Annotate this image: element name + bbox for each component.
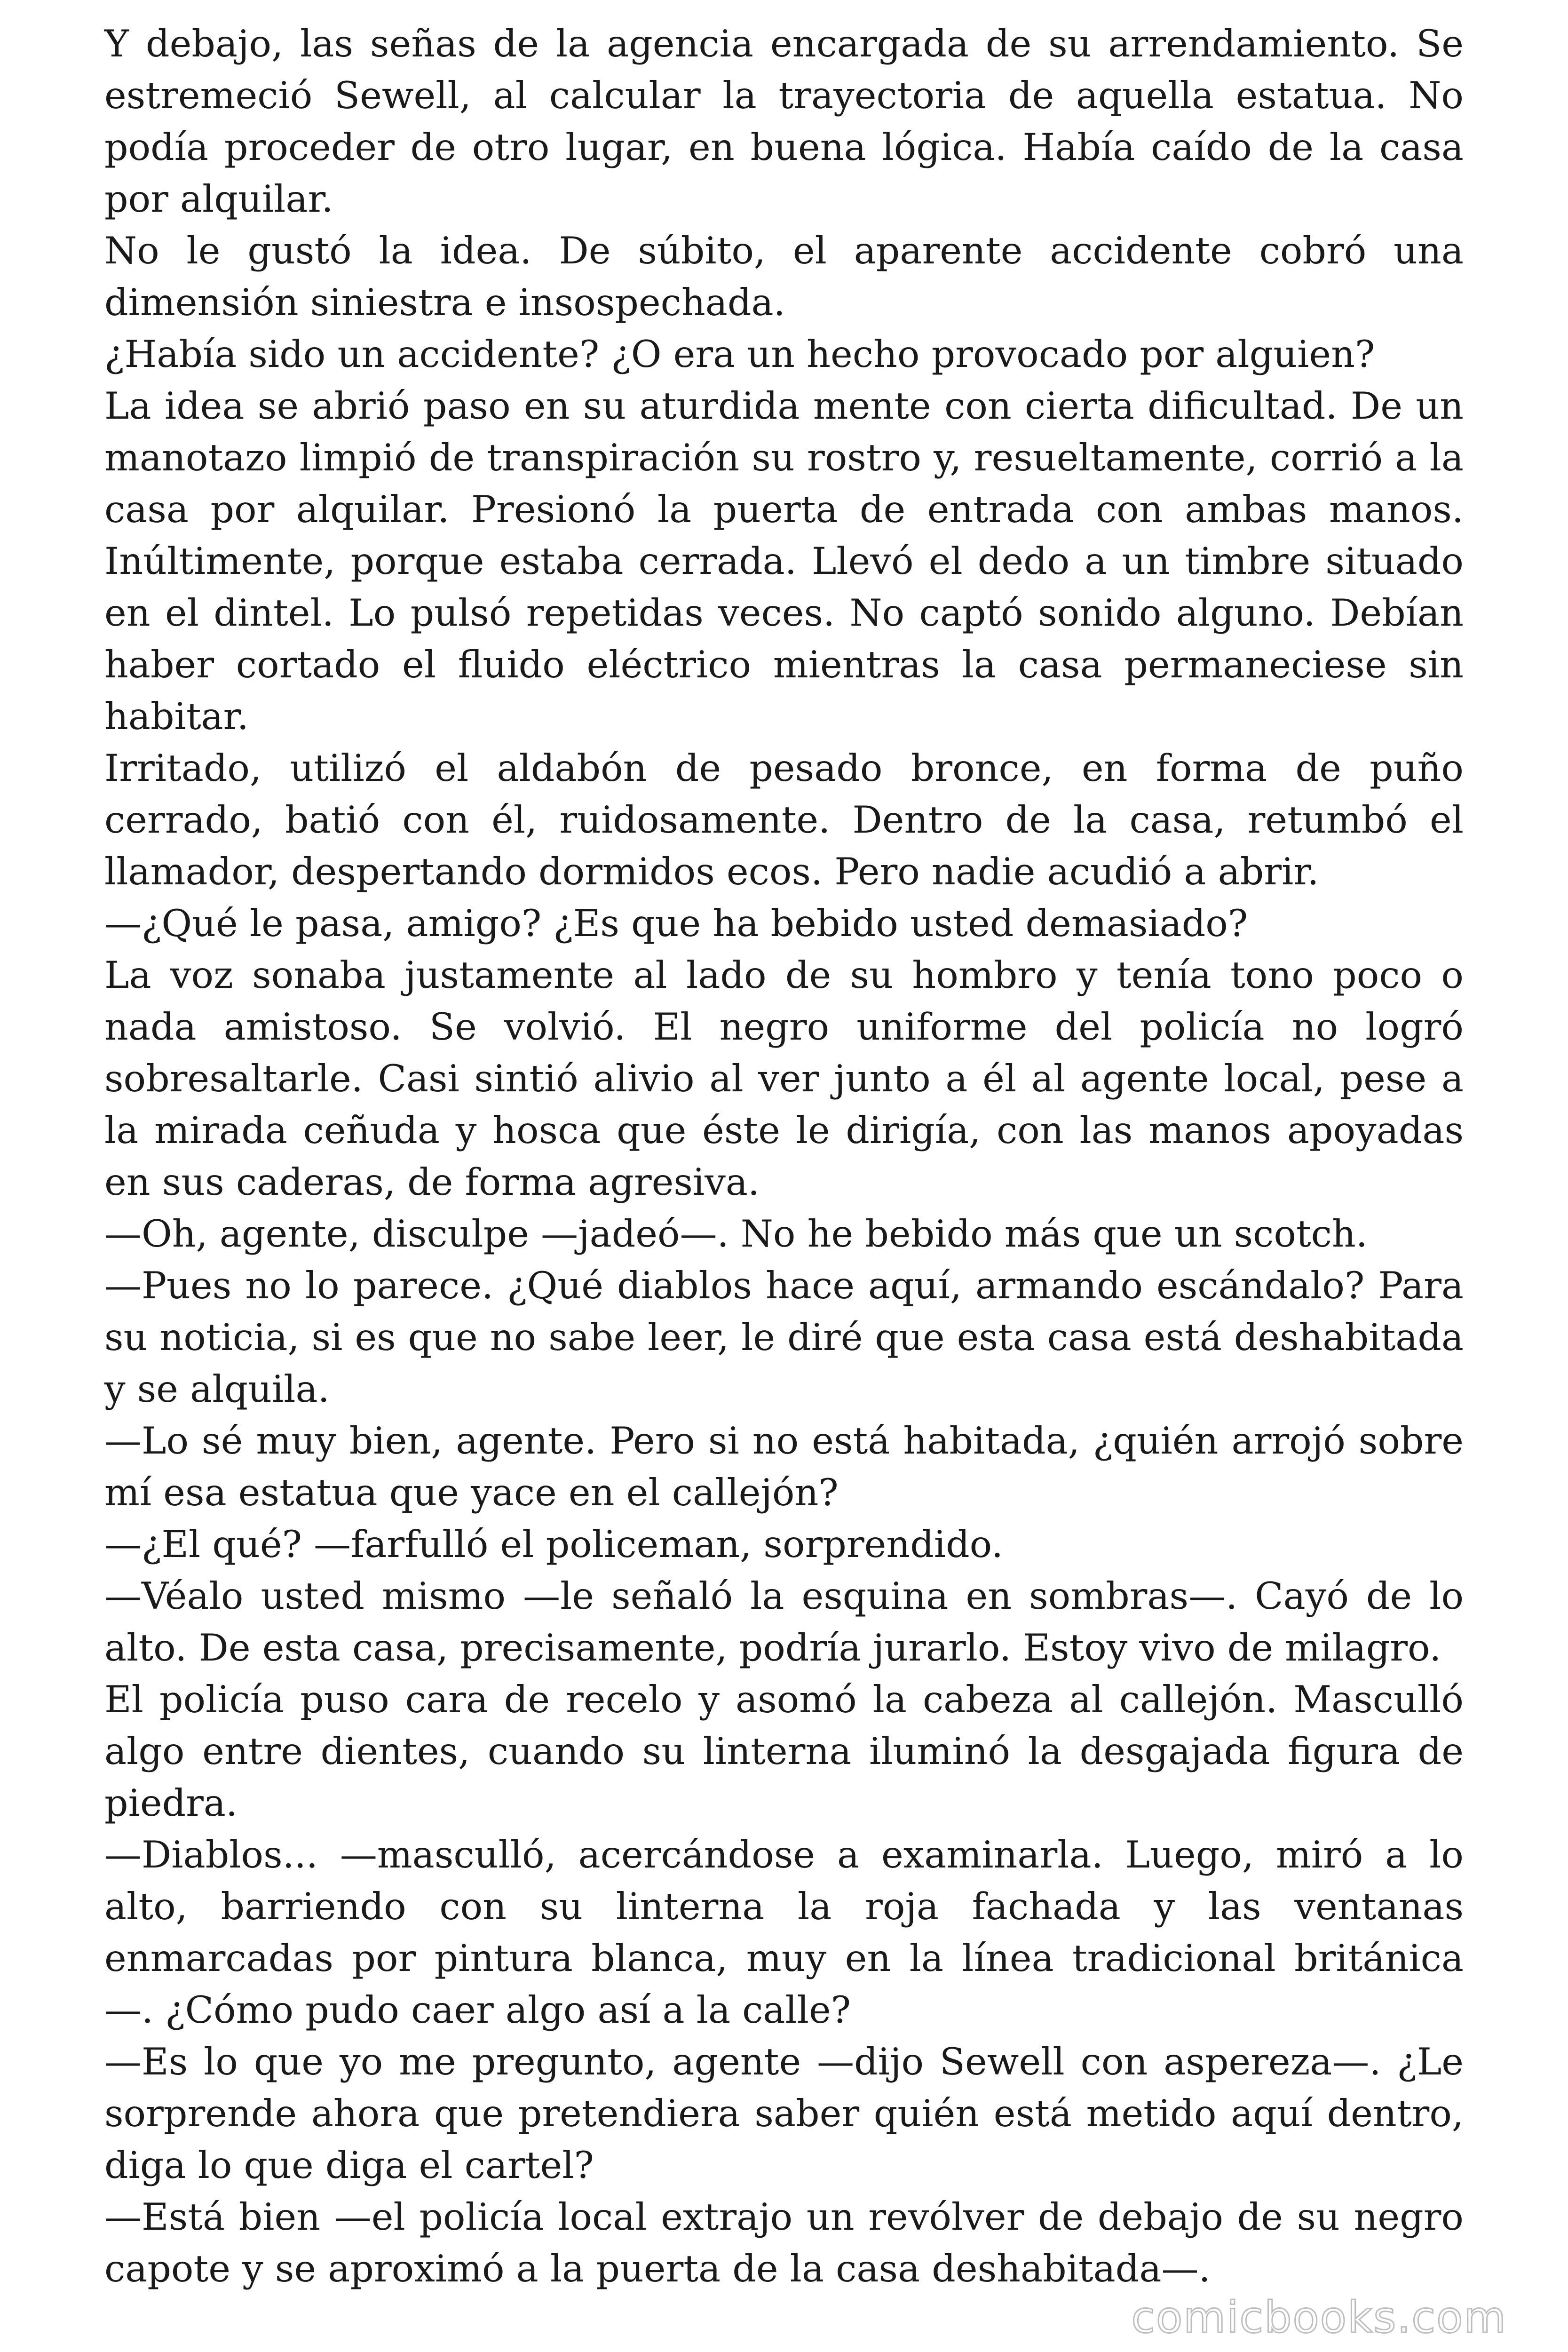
paragraph: —Es lo que yo me pregunto, agente —dijo Sewell con aspereza—. ¿Le sorprende ahora que pretendiera saber quién está metido aquí dentro, diga lo que diga el cartel?	[104, 2040, 1464, 2187]
document-page	[104, 18, 1464, 2295]
paragraph: —¿Qué le pasa, amigo? ¿Es que ha bebido usted demasiado?	[104, 902, 1248, 945]
paragraph: ¿Había sido un accidente? ¿O era un hecho provocado por alguien?	[104, 333, 1375, 376]
paragraph: No le gustó la idea. De súbito, el aparente accidente cobró una dimensión siniestra e insospechada.	[104, 229, 1464, 324]
paragraph: Irritado, utilizó el aldabón de pesado bronce, en forma de puño cerrado, batió con él, ruidosamente. Dentro de la casa, retumbó el llamador, despertando dormidos ecos. Pero nadie acudió a abrir.	[104, 747, 1464, 893]
paragraph: —Pues no lo parece. ¿Qué diablos hace aquí, armando escándalo? Para su noticia, si es que no sabe leer, le diré que esta casa está deshabitada y se alquila.	[104, 1264, 1464, 1411]
paragraph: El policía puso cara de recelo y asomó la cabeza al callejón. Masculló algo entre dientes, cuando su linterna iluminó la desgajada figura de piedra.	[104, 1678, 1464, 1825]
paragraph: —¿El qué? —farfulló el policeman, sorprendido.	[104, 1523, 1003, 1566]
paragraph: —Oh, agente, disculpe —jadeó—. No he bebido más que un scotch.	[104, 1212, 1368, 1255]
paragraph: —Está bien —el policía local extrajo un revólver de debajo de su negro capote y se aproximó a la puerta de la casa deshabitada—.	[104, 2195, 1464, 2290]
paragraph: Y debajo, las señas de la agencia encargada de su arrendamiento. Se estremeció Sewell, al calcular la trayectoria de aquella estatua. No podía proceder de otro lugar, en buena lógica. Había caído de la casa por alquilar.	[104, 22, 1464, 221]
paragraph: —Lo sé muy bien, agente. Pero si no está habitada, ¿quién arrojó sobre mí esa estatua que yace en el callejón?	[104, 1419, 1464, 1514]
paragraph: —Véalo usted mismo —le señaló la esquina en sombras—. Cayó de lo alto. De esta casa, precisamente, podría jurarlo. Estoy vivo de milagro.	[104, 1574, 1464, 1669]
paragraph: La voz sonaba justamente al lado de su hombro y tenía tono poco o nada amistoso. Se volvió. El negro uniforme del policía no logró sobresaltarle. Casi sintió alivio al ver junto a él al agente local, pese a la mirada ceñuda y hosca que éste le dirigía, con las manos apoyadas en sus caderas, de forma agresiva.	[104, 954, 1464, 1204]
paragraph: —Diablos... —masculló, acercándose a examinarla. Luego, miró a lo alto, barriendo con su linterna la roja fachada y las ventanas enmarcadas por pintura blanca, muy en la línea tradicional británica —. ¿Cómo pudo caer algo así a la calle?	[104, 1833, 1464, 2032]
paragraph: La idea se abrió paso en su aturdida mente con cierta dificultad. De un manotazo limpió de transpiración su rostro y, resueltamente, corrió a la casa por alquilar. Presionó la puerta de entrada con ambas manos. Inúltimente, porque estaba cerrada. Llevó el dedo a un timbre situado en el dintel. Lo pulsó repetidas veces. No captó sonido alguno. Debían haber cortado el fluido eléctrico mientras la casa permaneciese sin habitar.	[104, 384, 1464, 738]
watermark-text: comicbooks.com	[1131, 2292, 1507, 2343]
